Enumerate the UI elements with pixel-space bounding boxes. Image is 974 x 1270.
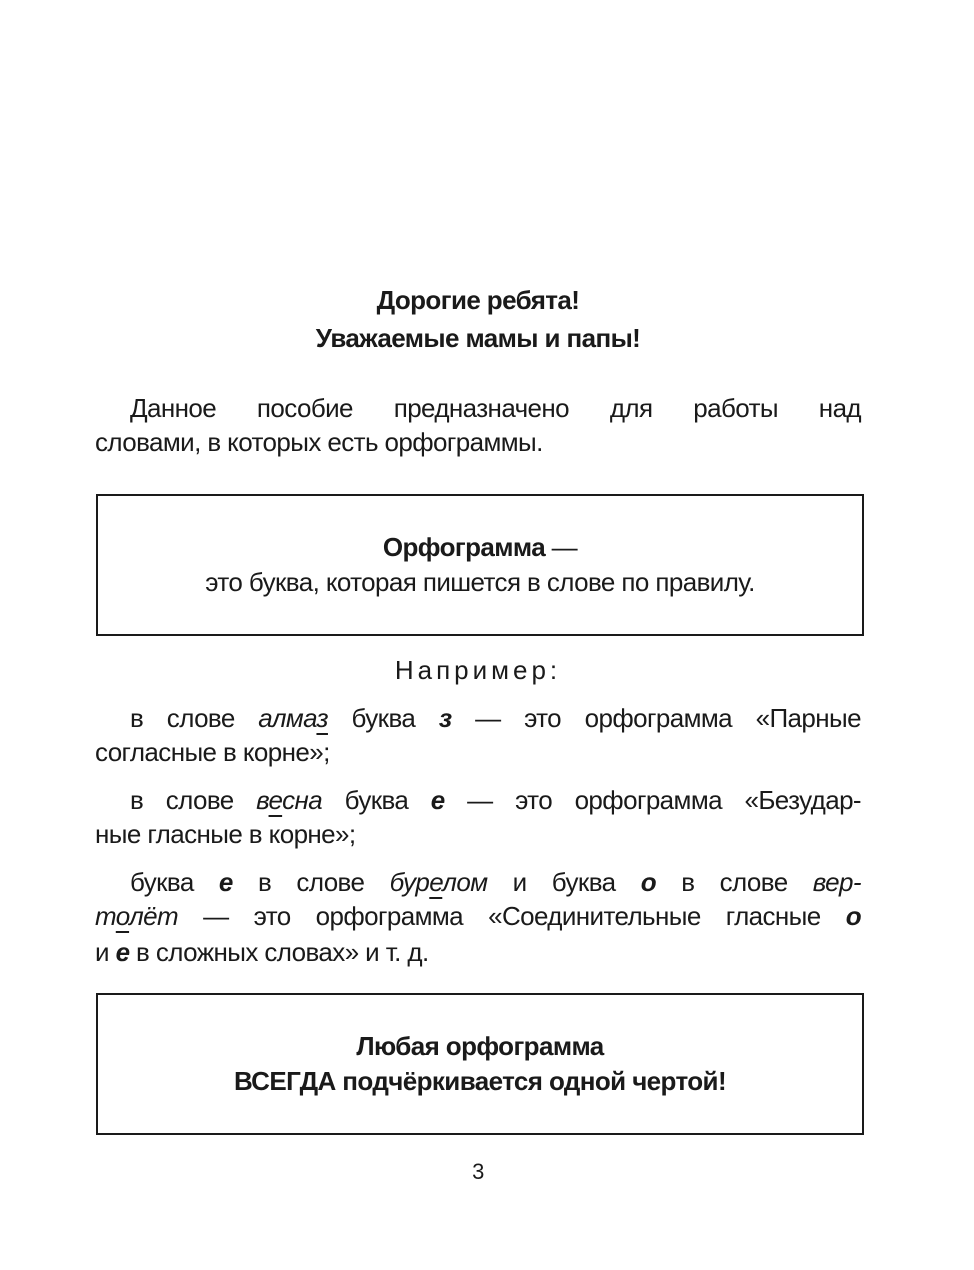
example-label: Например: bbox=[394, 655, 562, 685]
text-segment: буква bbox=[130, 867, 219, 897]
text-segment: сна bbox=[282, 785, 323, 815]
highlighted-letter: е bbox=[218, 867, 233, 897]
heading-line-2: Уважаемые мамы и папы! bbox=[315, 323, 641, 353]
examples-line bbox=[95, 899, 861, 933]
rule-rest: подчёркивается одной чертой! bbox=[335, 1066, 726, 1096]
rule-caps: ВСЕГДА bbox=[233, 1066, 336, 1096]
text-segment: вер- bbox=[812, 867, 861, 897]
highlighted-letter: з bbox=[438, 703, 452, 733]
definition-text: это буква, которая пишется в слове по правилу. bbox=[205, 567, 755, 597]
text-segment: в слове bbox=[656, 867, 813, 897]
text-segment: в слове bbox=[130, 703, 259, 733]
intro-line bbox=[130, 391, 861, 425]
heading-line-1: Дорогие ребята! bbox=[376, 285, 580, 315]
text-segment: — это орфограмма «Парные bbox=[451, 703, 861, 733]
text-segment: согласные в корне»; bbox=[95, 737, 330, 767]
examples-line bbox=[95, 817, 861, 851]
text-segment: в bbox=[256, 785, 269, 815]
examples-line bbox=[95, 735, 861, 769]
definition-dash: — bbox=[545, 532, 578, 562]
text-segment: словами, в которых есть орфограммы. bbox=[95, 427, 543, 457]
page-number: 3 bbox=[472, 1159, 484, 1184]
examples-line bbox=[95, 935, 861, 969]
text-segment: лом bbox=[442, 867, 488, 897]
definition-box bbox=[96, 494, 864, 636]
examples-line bbox=[130, 783, 861, 817]
examples-line bbox=[130, 865, 861, 899]
highlighted-letter: е bbox=[430, 785, 445, 815]
rule-line-1: Любая орфограмма bbox=[356, 1031, 604, 1061]
orthogram-letter: е bbox=[429, 867, 443, 897]
intro-line bbox=[95, 425, 861, 459]
text-segment: ные гласные в корне»; bbox=[95, 819, 356, 849]
orthogram-letter: з bbox=[316, 703, 328, 733]
text-segment: и буква bbox=[487, 867, 641, 897]
text-segment: и bbox=[95, 937, 116, 967]
text-segment: алма bbox=[258, 703, 317, 733]
orthogram-letter: е bbox=[268, 785, 283, 815]
definition-term: Орфограмма bbox=[382, 532, 546, 562]
highlighted-letter: е bbox=[115, 937, 130, 967]
text-segment: бур bbox=[389, 867, 430, 897]
text-segment: буква bbox=[327, 703, 439, 733]
orthogram-letter: о bbox=[115, 901, 130, 931]
text-segment: в слове bbox=[232, 867, 390, 897]
text-segment: т bbox=[95, 901, 116, 931]
examples-line bbox=[130, 701, 861, 735]
text-segment: Данное пособие предназначено для работы над bbox=[130, 393, 861, 423]
text-segment: в слове bbox=[130, 785, 257, 815]
text-segment: буква bbox=[322, 785, 431, 815]
highlighted-letter: о bbox=[845, 901, 861, 931]
highlighted-letter: о bbox=[640, 867, 656, 897]
text-segment: — это орфограмма «Безудар- bbox=[444, 785, 861, 815]
text-segment: — это орфограмма «Соединительные гласные bbox=[178, 901, 846, 931]
text-segment: лёт bbox=[129, 901, 179, 931]
rule-box bbox=[96, 993, 864, 1135]
text-segment: в сложных словах» и т. д. bbox=[129, 937, 429, 967]
